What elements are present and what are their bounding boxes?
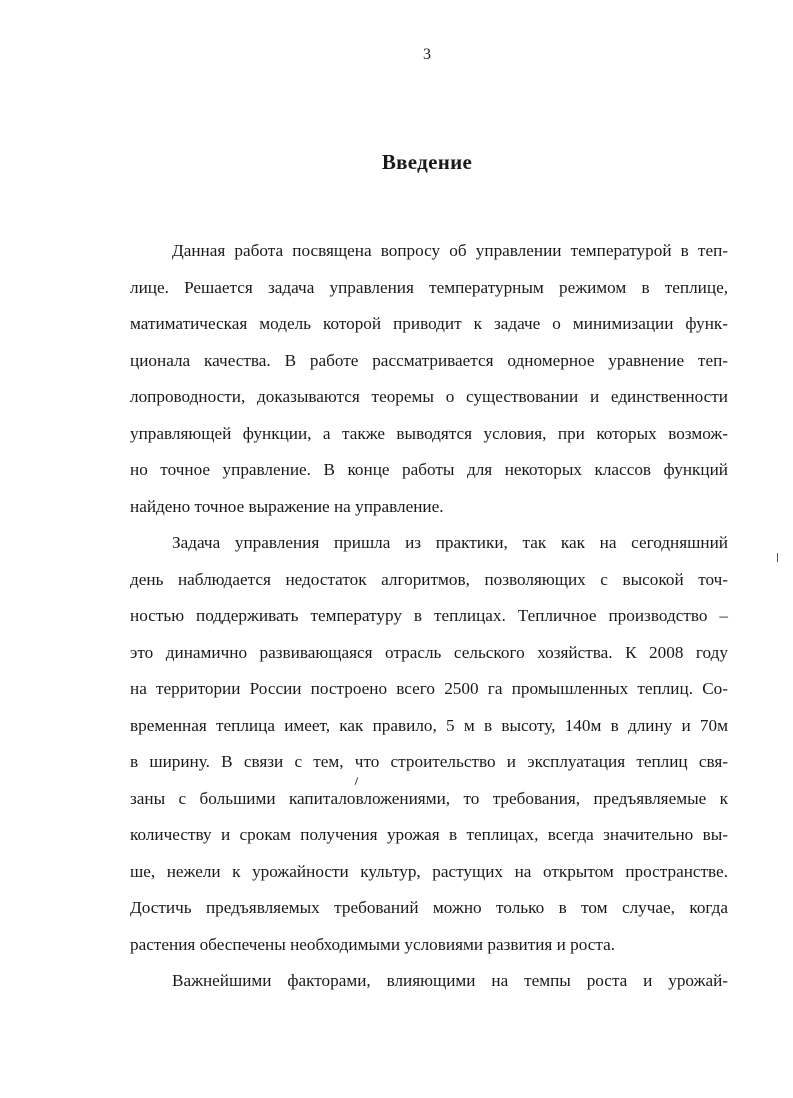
text-line: заны с большими капиталовложениями, то требования, предъявляемые к [130,789,728,808]
text-line: ностью поддерживать температуру в теплицах. Тепличное производство – [130,606,728,625]
text-line: управляющей функции, а также выводятся условия, при которых возмож- [130,424,728,443]
text-line: Достичь предъявляемых требований можно только в том случае, когда [130,898,728,917]
text-line: день наблюдается недостаток алгоритмов, позволяющих с высокой точ- [130,570,728,589]
text-line: в ширину. В связи с тем, что строительство и эксплуатация теплиц свя- [130,752,728,771]
text-line: это динамично развивающаяся отрасль сельского хозяйства. К 2008 году [130,643,728,662]
text-line: Данная работа посвящена вопросу об управлении температурой в теп- [172,241,728,260]
scan-mark [355,777,359,785]
text-line: на территории России построено всего 2500 га промышленных теплиц. Со- [130,679,728,698]
page-number: 3 [423,46,431,63]
text-line: но точное управление. В конце работы для некоторых классов функций [130,460,728,479]
text-line: матиматическая модель которой приводит к задаче о минимизации функ- [130,314,728,333]
text-line: Задача управления пришла из практики, так как на сегодняшний [172,533,728,552]
text-line: найдено точное выражение на управление. [130,497,444,516]
text-line: количеству и срокам получения урожая в теплицах, всегда значительно вы- [130,825,728,844]
text-line: растения обеспечены необходимыми условиями развития и роста. [130,935,615,954]
text-line: ше, нежели к урожайности культур, растущих на открытом пространстве. [130,862,728,881]
section-heading: Введение [381,150,473,174]
text-line: лопроводности, доказываются теоремы о существовании и единственности [130,387,728,406]
text-line: временная теплица имеет, как правило, 5 м в высоту, 140м в длину и 70м [130,716,728,735]
text-line: лице. Решается задача управления температурным режимом в теплице, [130,278,728,297]
text-line: ционала качества. В работе рассматривается одномерное уравнение теп- [130,351,728,370]
scan-speck [777,553,778,562]
text-line: Важнейшими факторами, влияющими на темпы роста и урожай- [172,971,728,990]
